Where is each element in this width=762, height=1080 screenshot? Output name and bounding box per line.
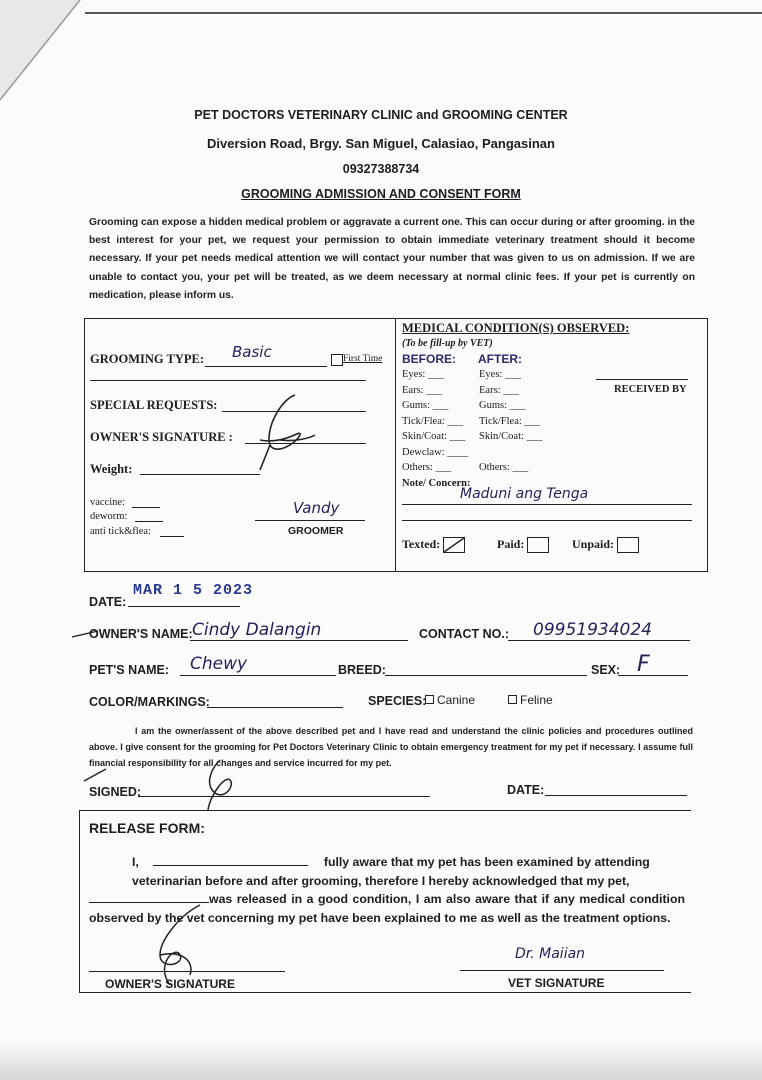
first-time-label: First Time	[343, 354, 383, 364]
before-ears: Ears: ___	[402, 384, 442, 396]
sex-value: F	[637, 652, 650, 677]
received-by-label: RECEIVED BY	[614, 384, 687, 395]
before-others: Others: ___	[402, 462, 452, 473]
after-others: Others: ___	[479, 462, 529, 473]
bottom-shadow	[0, 1040, 762, 1080]
grooming-type-label: GROOMING TYPE:	[90, 352, 205, 366]
grooming-type-line-2	[90, 380, 366, 381]
weight-line	[140, 474, 260, 475]
pet-name-line	[180, 675, 336, 676]
after-list	[479, 369, 542, 478]
after-eyes: Eyes: ___	[479, 369, 521, 380]
date-stamp: MAR 1 5 2023	[133, 582, 254, 599]
consent-paragraph: I am the owner/assent of the above described pet and I have read and understand the clinic policies and procedures outlined above. I give consent for the grooming for Pet Doctors Veterinary Clinic to obtain emergency treatment for my pet if necessary. I assume full financial responsibility for all changes and service incurred for my pet.	[89, 726, 693, 768]
note-label: Note/ Concern:	[402, 478, 471, 489]
after-ears: Ears: ___	[479, 384, 519, 396]
medical-subtitle: (To be fill-up by VET)	[402, 338, 493, 349]
release-text-1: fully aware that my pet has been examined by attending veterinarian before and after grooming, therefore I hereby acknowledged that my pet,	[132, 855, 650, 888]
species-label: SPECIES:	[368, 694, 427, 708]
clinic-address: Diversion Road, Brgy. San Miguel, Calasiao, Pangasinan	[207, 136, 555, 151]
color-line	[207, 707, 343, 708]
feline-checkbox[interactable]	[508, 695, 517, 704]
release-i-label: I,	[132, 855, 139, 869]
texted-label: Texted:	[402, 537, 441, 551]
note-value: Maduni ang Tenga	[460, 486, 589, 502]
feline-label: Feline	[520, 693, 553, 707]
after-gums: Gums: ___	[479, 400, 526, 411]
received-by-line	[596, 379, 688, 380]
vet-name: Dr. Maiian	[515, 946, 586, 962]
owner-name-line	[190, 640, 408, 641]
vet-sig-line	[460, 970, 664, 971]
release-text-2: was released in a good condition, I am also aware that if any medical condition observed by the vet concerning my pet have been explained to me as well as the treatment options.	[89, 892, 685, 925]
owner-row-strike	[70, 628, 100, 640]
groomer-name: Vandy	[293, 499, 340, 517]
deworm-label: deworm:	[90, 511, 128, 522]
owner-name-label: OWNER'S NAME:	[89, 627, 193, 641]
canine-label: Canine	[437, 693, 476, 707]
before-dewclaw: Dewclaw: ____	[402, 446, 469, 458]
texted-checkbox[interactable]	[443, 537, 465, 553]
after-label: AFTER:	[478, 352, 522, 366]
signed-label: SIGNED:	[89, 785, 142, 799]
grooming-type-line	[205, 366, 327, 367]
vaccine-line	[132, 507, 160, 508]
vet-sig-label: VET SIGNATURE	[508, 976, 605, 990]
contact-label: CONTACT NO.:	[419, 627, 510, 641]
note-line-1	[402, 504, 692, 505]
before-gums: Gums: ___	[402, 400, 449, 411]
signed-mark	[82, 765, 112, 785]
owner-signature-label: OWNER'S SIGNATURE :	[90, 430, 233, 444]
before-label: BEFORE:	[402, 352, 456, 366]
release-name-blank	[153, 865, 308, 866]
canine-checkbox[interactable]	[425, 695, 434, 704]
date-line	[128, 606, 240, 607]
before-tickflea: Tick/Flea: ___	[402, 415, 464, 427]
scan-top-edge	[85, 12, 762, 14]
release-title: RELEASE FORM:	[89, 820, 205, 836]
color-label: COLOR/MARKINGS:	[89, 695, 210, 709]
deworm-line	[135, 521, 163, 522]
weight-label: Weight:	[90, 462, 133, 476]
signed-date-label: DATE:	[507, 783, 545, 797]
form-title: GROOMING ADMISSION AND CONSENT FORM	[241, 187, 521, 201]
unpaid-label: Unpaid:	[572, 537, 615, 551]
texted-field	[402, 537, 465, 553]
pet-name-label: PET'S NAME:	[89, 663, 170, 677]
paid-checkbox[interactable]	[527, 537, 549, 553]
pet-name-value: Chewy	[190, 654, 248, 674]
species-feline-option[interactable]	[508, 693, 553, 707]
breed-label: BREED:	[338, 663, 386, 677]
species-canine-option[interactable]	[425, 693, 475, 707]
owner-name-value: Cindy Dalangin	[192, 620, 322, 640]
special-requests-label: SPECIAL REQUESTS:	[90, 398, 218, 412]
breed-line	[385, 675, 587, 676]
unpaid-checkbox[interactable]	[617, 537, 639, 553]
after-blank	[479, 447, 542, 463]
sex-label: SEX:	[591, 663, 621, 677]
groomer-label: GROOMER	[288, 525, 344, 537]
sex-line	[618, 675, 688, 676]
signed-line	[138, 796, 430, 797]
owner-sig-line	[89, 971, 285, 972]
signed-scribble	[190, 755, 250, 815]
unpaid-field	[572, 537, 639, 553]
owner-sig-label: OWNER'S SIGNATURE	[105, 977, 235, 991]
grooming-type-value: Basic	[232, 343, 272, 361]
contact-value: 09951934024	[533, 620, 652, 640]
contact-line	[508, 640, 690, 641]
paid-field	[497, 537, 549, 553]
release-line-1	[89, 853, 685, 890]
before-skincoat: Skin/Coat: ___	[402, 431, 466, 442]
first-time-checkbox[interactable]	[331, 354, 343, 366]
before-list	[402, 369, 468, 478]
intro-paragraph: Grooming can expose a hidden medical problem or aggravate a current one. This can occur during or after grooming. in the best interest for your pet, we request your permission to obtain immediate veterinary treatment should it become necessary. If your pet needs medical attention we will contact your number that was given to us on admission. If we are unable to contact you, your pet will be treated, as we deem necessary at normal clinic fees. If your pet is currently on medication, please inform us.	[89, 217, 695, 301]
tickflea-label: anti tick&flea:	[90, 526, 151, 537]
clinic-phone: 09327388734	[342, 162, 420, 176]
note-line-2	[402, 520, 692, 521]
signed-date-line	[545, 795, 687, 796]
after-skincoat: Skin/Coat: ___	[479, 431, 543, 442]
groomer-line	[255, 520, 365, 521]
before-eyes: Eyes: ___	[402, 369, 444, 380]
paid-label: Paid:	[497, 537, 525, 551]
owner-signature-scribble	[240, 390, 330, 475]
scan-corner-fold	[0, 0, 90, 110]
box-divider	[395, 318, 396, 572]
vaccine-label: vaccine:	[90, 497, 125, 508]
tickflea-line	[160, 536, 184, 537]
clinic-name: PET DOCTORS VETERINARY CLINIC and GROOMING CENTER	[194, 108, 568, 122]
medical-title: MEDICAL CONDITION(S) OBSERVED:	[402, 321, 630, 335]
date-label: DATE:	[89, 595, 127, 609]
after-tickflea: Tick/Flea: ___	[479, 415, 541, 427]
